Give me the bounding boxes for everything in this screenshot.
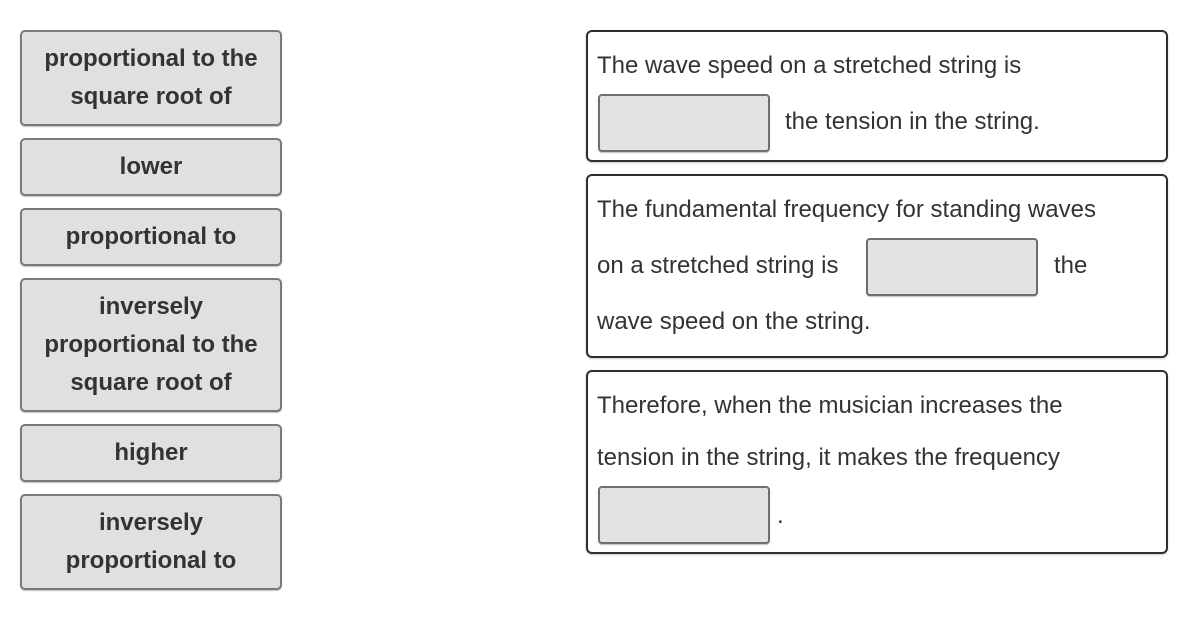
statement-text: on a stretched string is — [597, 252, 839, 279]
choice-inversely-proportional-to[interactable] — [20, 494, 282, 590]
choice-label: proportional to the — [44, 331, 258, 358]
choice-label: lower — [119, 153, 183, 180]
choice-label: proportional to the — [44, 45, 258, 72]
choice-lower[interactable] — [20, 138, 282, 196]
statement-text: wave speed on the string. — [597, 308, 871, 335]
choice-label: inversely — [98, 293, 204, 320]
statement-text: tension in the string, it makes the frequency — [597, 444, 1060, 471]
choice-higher[interactable] — [20, 424, 282, 482]
drop-target-2[interactable] — [866, 238, 1038, 296]
choice-label: higher — [114, 439, 188, 466]
choice-label: inversely — [98, 509, 204, 536]
statement-text: the tension in the string. — [785, 108, 1040, 135]
choice-inversely-proportional-to-square-root-of[interactable] — [20, 278, 282, 412]
statement-panel-2 — [586, 174, 1168, 358]
drop-target-1[interactable] — [598, 94, 770, 152]
statement-panel-1 — [586, 30, 1168, 162]
choice-label: proportional to — [65, 223, 237, 250]
statement-text: Therefore, when the musician increases the — [597, 392, 1063, 419]
statement-text: the — [1054, 252, 1088, 279]
choice-proportional-to[interactable] — [20, 208, 282, 266]
statement-text: The wave speed on a stretched string is — [597, 52, 1022, 79]
choice-label: proportional to — [65, 547, 237, 574]
statement-text: . — [777, 502, 784, 529]
statement-panel-3 — [586, 370, 1168, 554]
statement-text: The fundamental frequency for standing waves — [597, 196, 1096, 223]
drop-target-3[interactable] — [598, 486, 770, 544]
choice-label: square root of — [70, 83, 232, 110]
choice-label: square root of — [70, 369, 232, 396]
choice-proportional-to-square-root-of[interactable] — [20, 30, 282, 126]
